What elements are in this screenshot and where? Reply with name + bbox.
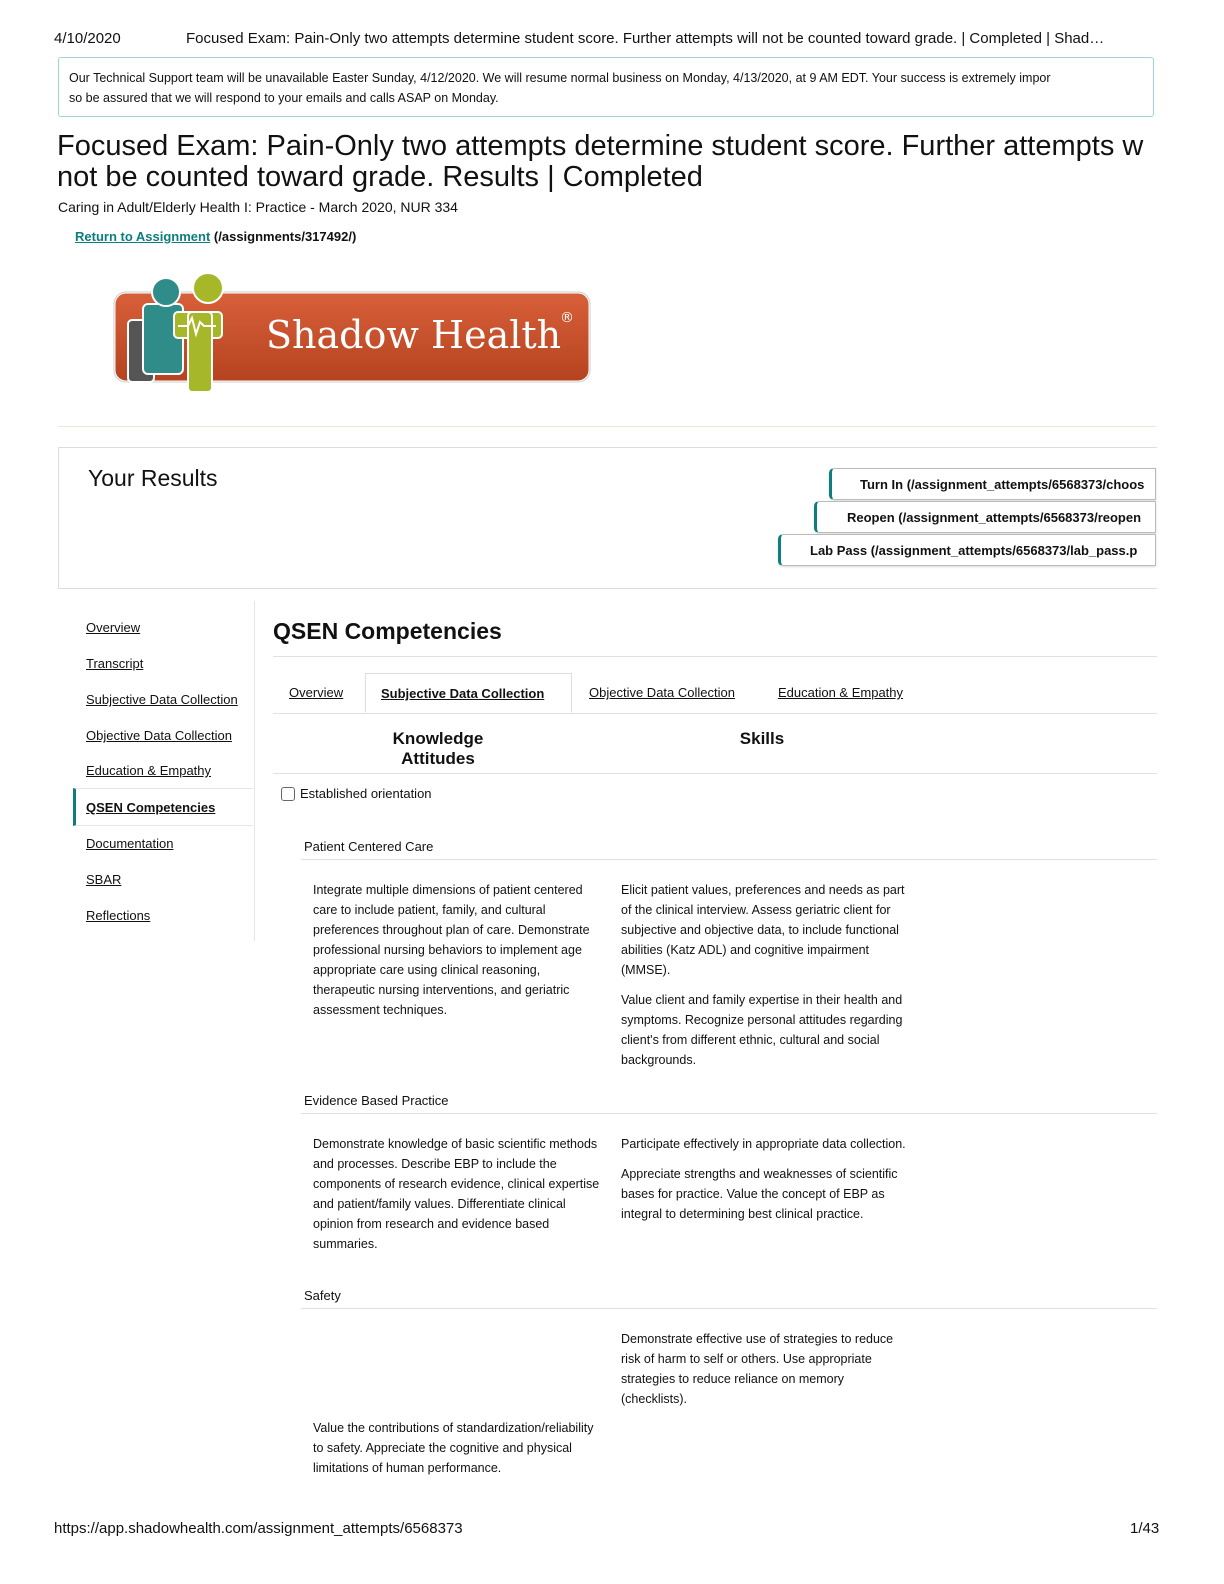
print-page-title: Focused Exam: Pain-Only two attempts determine student score. Further attempts will not be counted toward grade. | Completed | Shad… [186, 30, 1105, 47]
pcc-knowledge-paragraph: Integrate multiple dimensions of patient centered care to include patient, family, and cultural preferences throughout plan of care. Demonstrate professional nursing behaviors to implement age appropriate care using clinical reasoning, therapeutic nursing interventions, and geriatric assessment techniques. [313, 883, 590, 1017]
sidebar-item-documentation[interactable]: Documentation [86, 836, 174, 851]
shadow-health-logo [108, 268, 598, 403]
divider [273, 656, 1157, 657]
course-subtitle: Caring in Adult/Elderly Health I: Practice - March 2020, NUR 334 [58, 199, 458, 215]
pcc-skills-text [621, 880, 911, 1080]
print-date: 4/10/2020 [54, 30, 121, 47]
section-heading-evidence-based-practice: Evidence Based Practice [304, 1093, 449, 1108]
return-to-assignment[interactable] [75, 229, 356, 244]
section-title: QSEN Competencies [273, 618, 502, 644]
safety-skills-paragraph: Demonstrate effective use of strategies to reduce risk of harm to self or others. Use appropriate strategies to reduce reliance on memory (checklists). [621, 1332, 894, 1406]
tab-subjective-data-collection[interactable]: Subjective Data Collection [365, 673, 572, 713]
sidebar-item-qsen[interactable]: QSEN Competencies [86, 800, 216, 815]
tab-education-empathy[interactable]: Education & Empathy [778, 685, 904, 700]
sidebar-item-objective[interactable]: Objective Data Collection [86, 728, 232, 743]
column-header-skills: Skills [739, 729, 785, 748]
page-title-line-1: Focused Exam: Pain-Only two attempts determine student score. Further attempts w [57, 131, 1144, 162]
print-page-number: 1/43 [1130, 1520, 1160, 1537]
sidebar-item-overview[interactable]: Overview [86, 620, 141, 635]
print-footer-url: https://app.shadowhealth.com/assignment_attempts/6568373 [54, 1520, 463, 1537]
sidebar-item-education[interactable]: Education & Empathy [86, 763, 212, 778]
column-header-knowledge-attitudes [368, 729, 508, 769]
divider [58, 426, 1156, 427]
divider [301, 1113, 1157, 1114]
logo-text: Shadow Health [266, 313, 562, 357]
safety-skills-text [621, 1329, 911, 1419]
logo-registered-mark: ® [560, 310, 574, 326]
ebp-skills-text [621, 1134, 911, 1234]
column-attitudes-label: Attitudes [401, 749, 475, 768]
tab-overview[interactable]: Overview [289, 685, 344, 700]
page-title-line-2: not be counted toward grade. Results | Completed [57, 161, 703, 193]
return-path: (/assignments/317492/) [210, 229, 357, 244]
support-notice [58, 57, 1154, 117]
reopen-button[interactable]: Reopen (/assignment_attempts/6568373/reopen [814, 501, 1156, 533]
sidebar-item-transcript[interactable]: Transcript [86, 656, 144, 671]
ebp-skills-paragraph-1: Participate effectively in appropriate data collection. [621, 1137, 906, 1151]
section-heading-safety: Safety [304, 1288, 341, 1303]
notice-line-1: Our Technical Support team will be unavailable Easter Sunday, 4/12/2020. We will resume normal business on Monday, 4/13/2020, at 9 AM EDT. Your success is extremely impor [69, 71, 1051, 85]
notice-line-2: so be assured that we will respond to your emails and calls ASAP on Monday. [69, 91, 499, 105]
turn-in-button[interactable]: Turn In (/assignment_attempts/6568373/choos [829, 468, 1156, 500]
pcc-skills-paragraph-1: Elicit patient values, preferences and needs as part of the clinical interview. Assess geriatric client for subjective and objective data, to include functional abilities (Katz ADL) and cognitive impairment (MMSE). [621, 883, 905, 977]
tab-objective-data-collection[interactable]: Objective Data Collection [589, 685, 735, 700]
established-orientation-label: Established orientation [300, 786, 432, 801]
section-heading-patient-centered-care: Patient Centered Care [304, 839, 434, 854]
established-orientation-checkbox[interactable] [281, 787, 295, 801]
lab-pass-button[interactable]: Lab Pass (/assignment_attempts/6568373/lab_pass.p [778, 534, 1156, 566]
pcc-skills-paragraph-2: Value client and family expertise in their health and symptoms. Recognize personal attitudes regarding client's from different ethnic, cultural and social backgrounds. [621, 993, 903, 1067]
return-link[interactable]: Return to Assignment [75, 229, 211, 244]
safety-knowledge-paragraph: Value the contributions of standardization/reliability to safety. Appreciate the cognitive and physical limitations of human performance. [313, 1421, 594, 1475]
divider [273, 773, 1157, 774]
sidebar-item-subjective[interactable]: Subjective Data Collection [86, 692, 238, 707]
sidebar-item-sbar[interactable]: SBAR [86, 872, 122, 887]
ebp-knowledge-paragraph: Demonstrate knowledge of basic scientific methods and processes. Describe EBP to include the components of research evidence, clinical expertise and patient/family values. Differentiate clinical opinion from research and evidence based summaries. [313, 1137, 600, 1251]
ebp-skills-paragraph-2: Appreciate strengths and weaknesses of scientific bases for practice. Value the concept of EBP as integral to determining best clinical practice. [621, 1167, 898, 1221]
sidebar-nav [58, 601, 255, 941]
divider [301, 859, 1157, 860]
sidebar-item-reflections[interactable]: Reflections [86, 908, 151, 923]
your-results-heading: Your Results [88, 465, 218, 491]
ebp-knowledge-text [313, 1134, 603, 1264]
safety-knowledge-text [313, 1418, 603, 1488]
page-title [57, 131, 1157, 193]
divider [301, 1308, 1157, 1309]
pcc-knowledge-text [313, 880, 603, 1030]
column-knowledge-label: Knowledge [392, 729, 484, 748]
